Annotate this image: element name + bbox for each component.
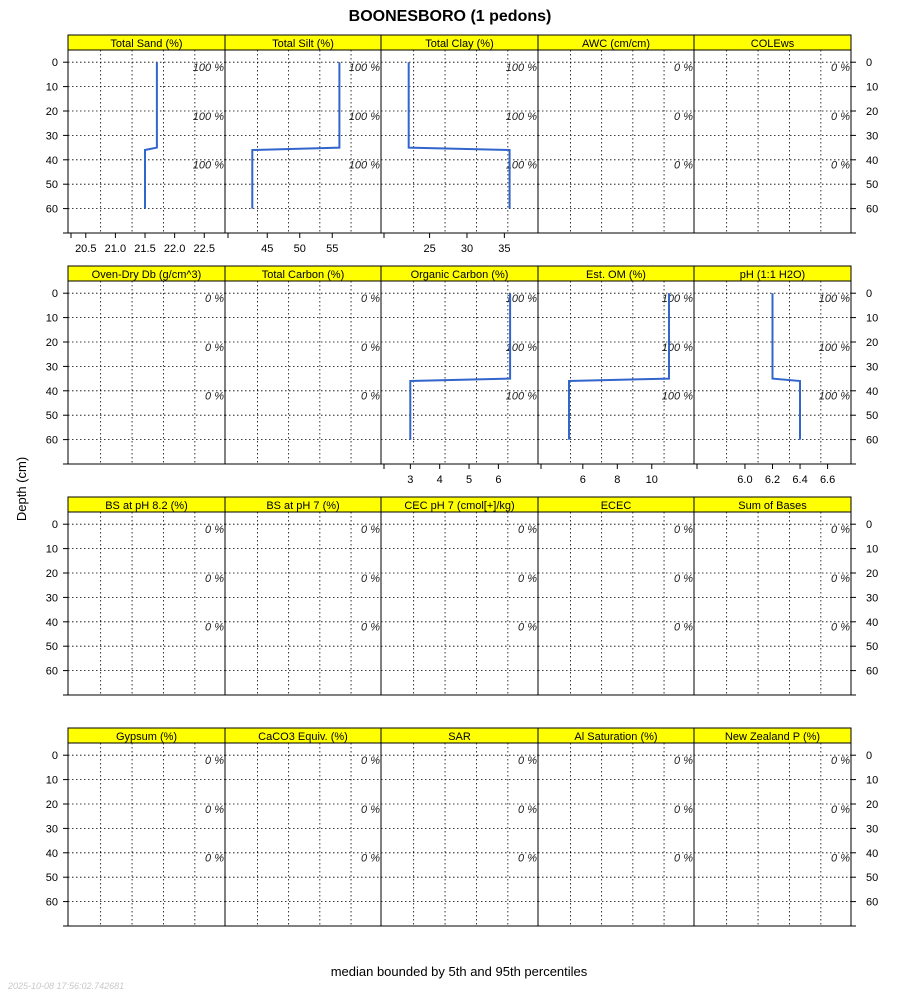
- pct-label: 100 %: [661, 390, 693, 403]
- panel-strip-label: Sum of Bases: [738, 500, 807, 512]
- panel-strip-label: CEC pH 7 (cmol[+]/kg): [404, 500, 515, 512]
- pct-label: 0 %: [831, 852, 850, 865]
- pct-label: 0 %: [361, 390, 380, 403]
- panel-2-3: [538, 497, 694, 695]
- y-tick-label-left: 40: [45, 154, 58, 167]
- panel-frame: [694, 512, 851, 695]
- y-tick-label-left: 60: [45, 896, 58, 909]
- y-tick-label-left: 60: [45, 203, 58, 216]
- pct-label: 0 %: [361, 621, 380, 634]
- pct-label: 0 %: [518, 755, 537, 768]
- pct-label: 0 %: [518, 524, 537, 537]
- pct-label: 0 %: [361, 755, 380, 768]
- panel-1-4: [694, 266, 851, 486]
- pct-label: 0 %: [674, 62, 693, 75]
- y-tick-label-left: 50: [45, 410, 58, 423]
- pct-label: 0 %: [518, 852, 537, 865]
- y-tick-label-left: 10: [45, 81, 58, 94]
- y-tick-label-left: 30: [45, 130, 58, 143]
- panel-1-0: [68, 266, 225, 464]
- y-tick-label-right: 10: [866, 312, 879, 325]
- panel-strip-label: Gypsum (%): [115, 731, 178, 743]
- pct-label: 100 %: [505, 110, 537, 123]
- panel-frame: [381, 281, 538, 464]
- panel-strip-label: Total Clay (%): [425, 38, 494, 50]
- pct-label: 100 %: [505, 341, 537, 354]
- panel-strip-label: Al Saturation (%): [574, 731, 658, 743]
- x-tick-label: 4: [436, 474, 443, 486]
- panel-frame: [538, 743, 694, 926]
- y-tick-label-right: 0: [866, 57, 873, 70]
- panel-3-3: [538, 728, 694, 926]
- pct-label: 0 %: [205, 293, 224, 306]
- panel-frame: [381, 50, 538, 233]
- y-tick-label-left: 0: [51, 288, 58, 301]
- y-tick-label-left: 50: [45, 179, 58, 192]
- panel-frame: [68, 512, 225, 695]
- x-tick-label: 35: [498, 243, 511, 255]
- y-tick-label-left: 20: [45, 337, 58, 349]
- pct-label: 100 %: [505, 390, 537, 403]
- pct-label: 0 %: [205, 755, 224, 768]
- pct-label: 0 %: [205, 390, 224, 403]
- panel-frame: [381, 512, 538, 695]
- y-tick-label-left: 10: [45, 543, 58, 556]
- x-tick-label: 55: [326, 243, 339, 255]
- pct-label: 100 %: [192, 159, 224, 172]
- panel-1-1: [225, 266, 381, 464]
- pct-label: 0 %: [831, 803, 850, 816]
- y-tick-label-right: 40: [866, 847, 879, 860]
- pct-label: 0 %: [674, 159, 693, 172]
- pct-label: 0 %: [831, 62, 850, 75]
- panel-frame: [68, 50, 225, 233]
- y-tick-label-right: 60: [866, 896, 879, 909]
- y-tick-label-right: 40: [866, 385, 879, 398]
- pct-label: 0 %: [674, 524, 693, 537]
- panel-frame: [225, 50, 381, 233]
- panel-0-1: [225, 35, 381, 255]
- pct-label: 0 %: [205, 621, 224, 634]
- panel-0-2: [381, 35, 538, 255]
- y-tick-label-left: 40: [45, 847, 58, 860]
- y-tick-label-right: 40: [866, 154, 879, 167]
- y-tick-label-right: 50: [866, 179, 879, 192]
- pct-label: 100 %: [348, 159, 380, 172]
- y-tick-label-right: 20: [866, 337, 879, 349]
- pct-label: 0 %: [674, 621, 693, 634]
- pct-label: 0 %: [518, 572, 537, 585]
- pct-label: 100 %: [818, 341, 850, 354]
- y-tick-label-right: 10: [866, 774, 879, 787]
- y-tick-label-left: 30: [45, 592, 58, 605]
- median-profile-line: [145, 62, 157, 208]
- pct-label: 100 %: [505, 159, 537, 172]
- pct-label: 0 %: [205, 572, 224, 585]
- pct-label: 0 %: [674, 755, 693, 768]
- pct-label: 0 %: [205, 852, 224, 865]
- x-tick-label: 6.0: [737, 474, 753, 486]
- pct-label: 0 %: [674, 852, 693, 865]
- y-tick-label-left: 50: [45, 641, 58, 654]
- pct-label: 0 %: [205, 341, 224, 354]
- pct-label: 0 %: [674, 110, 693, 123]
- pct-label: 100 %: [505, 62, 537, 75]
- pct-label: 0 %: [205, 524, 224, 537]
- x-tick-label: 22.5: [193, 243, 215, 255]
- x-tick-label: 25: [423, 243, 436, 255]
- panel-2-2: [381, 497, 538, 695]
- pct-label: 0 %: [674, 803, 693, 816]
- panel-3-4: [694, 728, 851, 926]
- y-tick-label-right: 30: [866, 823, 879, 836]
- panel-strip-label: COLEws: [750, 38, 795, 50]
- panel-strip-label: Organic Carbon (%): [410, 269, 509, 281]
- pct-label: 0 %: [831, 755, 850, 768]
- panel-2-0: [68, 497, 225, 695]
- y-tick-label-left: 10: [45, 774, 58, 787]
- panel-0-0: [68, 35, 225, 255]
- x-tick-label: 30: [460, 243, 474, 255]
- y-tick-label-right: 40: [866, 616, 879, 629]
- pct-label: 0 %: [831, 159, 850, 172]
- panel-frame: [225, 512, 381, 695]
- x-tick-label: 6.6: [819, 474, 836, 486]
- y-tick-label-right: 20: [866, 106, 879, 118]
- y-tick-label-right: 50: [866, 410, 879, 423]
- x-tick-label: 22.0: [163, 243, 186, 255]
- x-tick-label: 50: [293, 243, 306, 255]
- panel-strip-label: Est. OM (%): [586, 269, 646, 281]
- panel-frame: [68, 281, 225, 464]
- panel-strip-label: SAR: [448, 731, 471, 743]
- pct-label: 0 %: [361, 803, 380, 816]
- panel-1-2: [381, 266, 538, 486]
- x-tick-label: 3: [407, 474, 414, 486]
- panel-frame: [381, 743, 538, 926]
- pct-label: 0 %: [831, 524, 850, 537]
- y-tick-label-left: 0: [51, 750, 58, 763]
- y-tick-label-left: 30: [45, 823, 58, 836]
- x-tick-label: 20.5: [75, 243, 97, 255]
- panel-frame: [538, 512, 694, 695]
- panel-strip-label: pH (1:1 H2O): [739, 269, 806, 281]
- x-tick-label: 21.5: [134, 243, 156, 255]
- pct-label: 0 %: [361, 341, 380, 354]
- timestamp: 2025-10-08 17:56:02.742681: [8, 981, 125, 991]
- pct-label: 100 %: [818, 390, 850, 403]
- panel-frame: [68, 743, 225, 926]
- panel-frame: [694, 50, 851, 233]
- pct-label: 100 %: [505, 293, 537, 306]
- y-tick-label-left: 30: [45, 361, 58, 374]
- y-tick-label-right: 20: [866, 568, 879, 580]
- y-tick-label-left: 20: [45, 106, 58, 118]
- pct-label: 0 %: [205, 803, 224, 816]
- chart-title: BOONESBORO (1 pedons): [348, 8, 552, 25]
- panel-strip-label: CaCO3 Equiv. (%): [258, 731, 348, 743]
- panel-strip-label: New Zealand P (%): [724, 731, 821, 743]
- x-tick-label: 6.4: [792, 474, 808, 486]
- pct-label: 0 %: [361, 524, 380, 537]
- pct-label: 100 %: [661, 341, 693, 354]
- y-tick-label-left: 40: [45, 385, 58, 398]
- panel-strip-label: Total Carbon (%): [261, 269, 345, 281]
- x-tick-label: 6: [495, 474, 502, 486]
- panel-frame: [225, 743, 381, 926]
- panel-strip-label: BS at pH 8.2 (%): [105, 500, 188, 512]
- x-tick-label: 6.2: [764, 474, 781, 486]
- panel-frame: [694, 743, 851, 926]
- y-tick-label-right: 30: [866, 592, 879, 605]
- pct-label: 0 %: [361, 572, 380, 585]
- y-tick-label-left: 20: [45, 568, 58, 580]
- pct-label: 100 %: [661, 293, 693, 306]
- y-tick-label-left: 0: [51, 519, 58, 532]
- panel-3-2: [381, 728, 538, 926]
- panel-0-4: [694, 35, 851, 233]
- panel-3-0: [68, 728, 225, 926]
- pct-label: 100 %: [818, 293, 850, 306]
- pct-label: 100 %: [348, 62, 380, 75]
- y-tick-label-right: 50: [866, 641, 879, 654]
- x-tick-label: 10: [645, 474, 658, 486]
- pct-label: 0 %: [831, 110, 850, 123]
- panel-0-3: [538, 35, 694, 233]
- y-tick-label-right: 60: [866, 434, 879, 447]
- pct-label: 0 %: [674, 572, 693, 585]
- pct-label: 0 %: [361, 852, 380, 865]
- pct-label: 0 %: [831, 621, 850, 634]
- y-tick-label-right: 10: [866, 543, 879, 556]
- pct-label: 100 %: [348, 110, 380, 123]
- pct-label: 0 %: [518, 803, 537, 816]
- panel-2-1: [225, 497, 381, 695]
- y-tick-label-right: 30: [866, 361, 879, 374]
- panel-1-3: [538, 266, 694, 486]
- pct-label: 0 %: [361, 293, 380, 306]
- panel-3-1: [225, 728, 381, 926]
- panel-strip-label: Total Silt (%): [272, 38, 334, 50]
- y-tick-label-right: 50: [866, 872, 879, 885]
- y-tick-label-right: 30: [866, 130, 879, 143]
- panel-strip-label: Oven-Dry Db (g/cm^3): [91, 269, 202, 281]
- y-tick-label-right: 0: [866, 750, 873, 763]
- x-tick-label: 21.0: [104, 243, 127, 255]
- panel-grid: [46, 35, 879, 926]
- y-tick-label-left: 10: [45, 312, 58, 325]
- x-tick-label: 8: [614, 474, 621, 486]
- x-tick-label: 45: [261, 243, 274, 255]
- pct-label: 0 %: [518, 621, 537, 634]
- panel-strip-label: AWC (cm/cm): [581, 38, 651, 50]
- y-tick-label-right: 0: [866, 288, 873, 301]
- chart-caption: median bounded by 5th and 95th percentiles: [330, 964, 588, 979]
- y-tick-label-right: 60: [866, 203, 879, 216]
- panel-strip-label: ECEC: [600, 500, 632, 512]
- y-tick-label-right: 20: [866, 799, 879, 811]
- y-tick-label-left: 20: [45, 799, 58, 811]
- y-axis-title: Depth (cm): [14, 456, 29, 522]
- panel-2-4: [694, 497, 851, 695]
- x-tick-label: 6: [579, 474, 586, 486]
- y-tick-label-right: 10: [866, 81, 879, 94]
- y-tick-label-right: 60: [866, 665, 879, 678]
- x-tick-label: 5: [465, 474, 473, 486]
- y-tick-label-left: 60: [45, 434, 58, 447]
- y-tick-label-left: 60: [45, 665, 58, 678]
- y-tick-label-left: 40: [45, 616, 58, 629]
- pct-label: 100 %: [192, 62, 224, 75]
- y-tick-label-right: 0: [866, 519, 873, 532]
- y-tick-label-left: 0: [51, 57, 58, 70]
- pct-label: 0 %: [831, 572, 850, 585]
- panel-frame: [538, 281, 694, 464]
- panel-strip-label: Total Sand (%): [110, 38, 183, 50]
- panel-strip-label: BS at pH 7 (%): [266, 500, 340, 512]
- panel-frame: [225, 281, 381, 464]
- panel-frame: [538, 50, 694, 233]
- pct-label: 100 %: [192, 110, 224, 123]
- y-tick-label-left: 50: [45, 872, 58, 885]
